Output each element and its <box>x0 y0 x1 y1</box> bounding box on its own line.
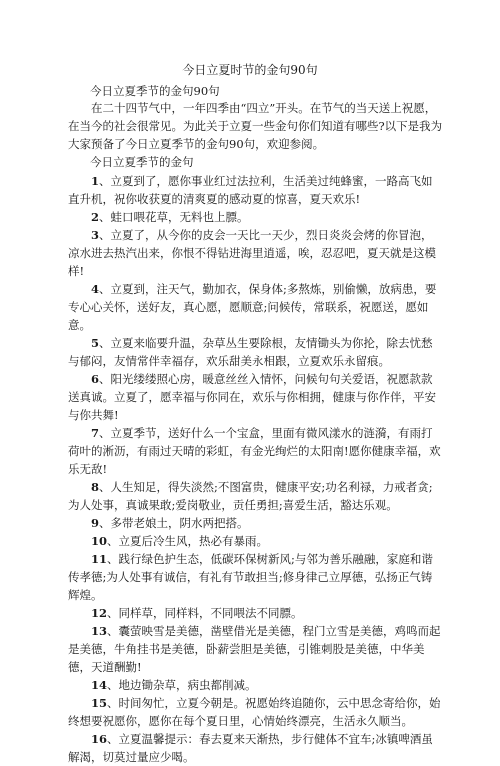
list-item <box>68 532 443 550</box>
item-text: 、立夏季节，送好什么一个宝盒，里面有微风漾水的涟漪，有雨打荷叶的淅沥，有雨过天晴的彩虹，有金光绚烂的太阳南!愿你健康幸福，欢乐无敌! <box>68 426 441 476</box>
item-text: 、地边锄杂草，病虫都削减。 <box>107 678 257 692</box>
list-item <box>68 424 443 478</box>
item-text: 、蛙口喂花草，无料也上膘。 <box>99 210 249 224</box>
item-number: 8 <box>91 480 100 494</box>
item-number: 1 <box>91 174 100 188</box>
list-item <box>68 676 443 694</box>
item-text: 、立夏后冷生风，热必有暴雨。 <box>107 534 269 548</box>
item-text: 、立夏了，从今你的皮会一天比一天少，烈日炎炎会烤的你冒泡，凉水进去热汽出来，你恨不得钻进海里逍遥，唉，忍忍吧，夏天就是这模样! <box>68 228 436 278</box>
item-number: 2 <box>91 210 100 224</box>
item-number: 15 <box>91 696 108 710</box>
item-text: 、阳光缕缕照心房，暖意丝丝入情怀，问候句句关爱语，祝愿款款送真诚。立夏了，愿幸福与你同在，欢乐与你相拥，健康与你作伴，平安与你共舞! <box>68 372 436 422</box>
item-text: 、立夏到了，愿你事业红过法拉利，生活美过纯蜂蜜，一路高飞如直升机，祝你收获夏的清爽夏的感动夏的惊喜，夏天欢乐! <box>68 174 433 206</box>
item-text: 、人生知足，得失淡然;不图富贵，健康平安;功名利禄，力戒者贪;为人处事，真诚果敢;爱岗敬业，贡任勇担;喜爱生活，豁达乐观。 <box>68 480 433 512</box>
item-text: 、囊萤映雪是美德，凿壁借光是美德，程门立雪是美德，鸡鸣而起是美德，牛角挂书是美德，卧薪尝胆是美德，引锥刺股是美德，中华美德，天道酬勤! <box>68 624 441 674</box>
item-text: 、同样草，同样料，不同喂法不同膘。 <box>107 606 303 620</box>
document-title: 今日立夏时节的金句90句 <box>182 63 318 77</box>
item-number: 7 <box>91 426 100 440</box>
list-item <box>68 280 443 334</box>
list-item <box>68 550 443 604</box>
list-item <box>68 514 443 532</box>
item-number: 4 <box>91 282 100 296</box>
item-number: 10 <box>91 534 108 548</box>
item-text: 、立夏到，注天气，勤加衣，保身体;多熬炼，别偷懒，放病患，要专心心关怀，送好友，真心愿，愿顺意;问候传，常联系，祝愿送，愿如意。 <box>68 282 437 332</box>
document-subtitle: 今日立夏季节的金句90句 <box>90 84 220 98</box>
item-number: 11 <box>91 552 108 566</box>
item-text: 、立夏来临要升温，杂草丛生要除根，友情锄头为你抡，除去忧愁与郁闷，友情常伴幸福存，欢乐甜美永相跟，立夏欢乐永留痕。 <box>68 336 433 368</box>
list-item <box>68 226 443 280</box>
item-number: 13 <box>91 624 108 638</box>
list-item <box>68 478 443 514</box>
list-item <box>68 694 443 730</box>
item-number: 16 <box>91 732 108 746</box>
quote-list <box>68 172 443 766</box>
intro-paragraph: 在二十四节气中，一年四季由“四立”开头。在节气的当天送上祝愿，在当今的社会很常见。为此关于立夏一些金句你们知道有哪些?以下是我为大家预备了今日立夏季节的金句90句，欢迎参阅。 <box>68 101 443 151</box>
list-item <box>68 370 443 424</box>
item-number: 3 <box>91 228 100 242</box>
section-heading: 今日立夏季节的金句 <box>90 155 194 169</box>
list-item <box>68 622 443 676</box>
item-text: 、多带老娘土，阴水两把搭。 <box>99 516 249 530</box>
item-number: 9 <box>91 516 100 530</box>
item-number: 6 <box>91 372 100 386</box>
item-number: 5 <box>91 336 100 350</box>
item-text: 、立夏温馨提示：春去夏来天渐热，步行健体不宜车;冰镇啤酒虽解渴，切莫过量应少喝。 <box>68 732 433 764</box>
list-item <box>68 730 443 766</box>
list-item <box>68 172 443 208</box>
item-text: 、践行绿色护生态，低碳环保树新风;与邻为善乐融融，家庭和谐传孝德;为人处事有诚信，有礼有节敢担当;修身律己立厚德，弘扬正气铸辉煌。 <box>68 552 433 602</box>
list-item <box>68 334 443 370</box>
list-item <box>68 604 443 622</box>
item-number: 14 <box>91 678 108 692</box>
item-number: 12 <box>91 606 108 620</box>
list-item <box>68 208 443 226</box>
item-text: 、时间匆忙，立夏今朝是。祝愿始终追随你，云中思念寄给你，始终想要祝愿你，愿你在每个夏日里，心情始终漂亮，生活永久顺当。 <box>68 696 441 728</box>
